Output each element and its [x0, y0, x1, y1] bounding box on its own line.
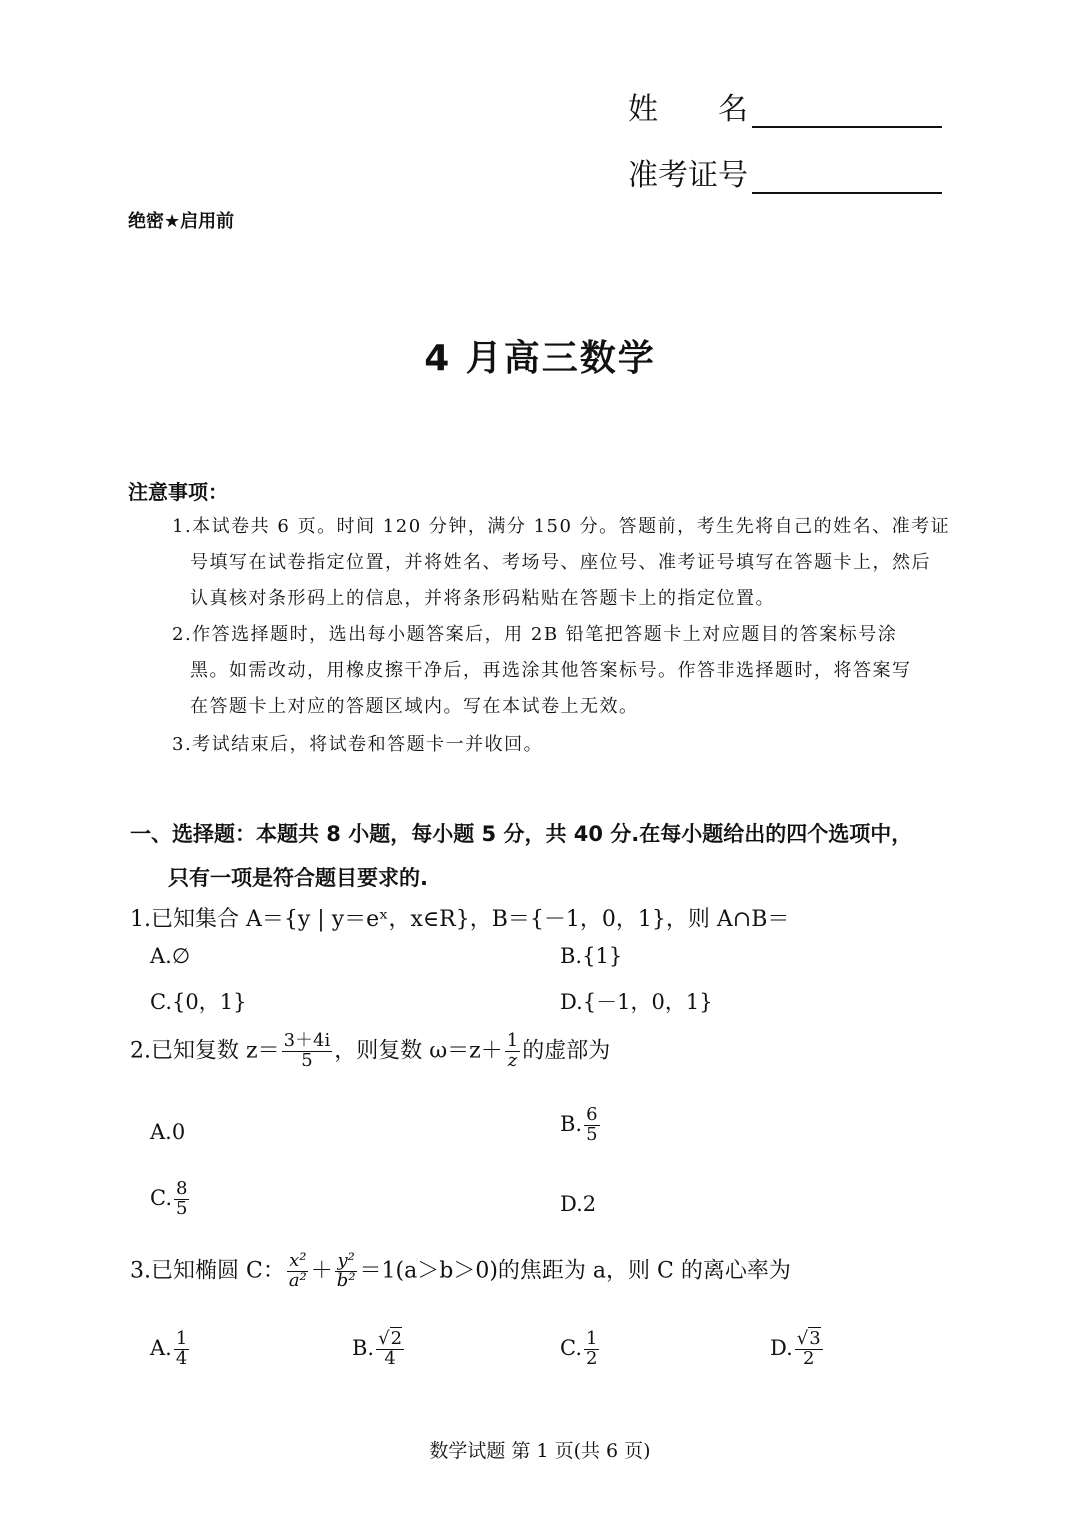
q2-b-denominator: 5: [586, 1123, 598, 1145]
notice-line: 号填写在试卷指定位置，并将姓名、考场号、座位号、准考证号填写在答题卡上，然后: [190, 552, 931, 573]
notice-line: 3.考试结束后，将试卷和答题卡一并收回。: [172, 734, 544, 755]
q2-z-denominator: 5: [301, 1049, 313, 1071]
name-field[interactable]: [628, 84, 942, 128]
q3-d-radicand: 3: [809, 1328, 821, 1349]
q3-prefix: 3.已知椭圆 C：: [130, 1258, 285, 1284]
sqrt-icon: √: [378, 1328, 390, 1349]
q3-option-a-label: A.: [150, 1335, 172, 1360]
q3-b-denominator: 4: [384, 1347, 396, 1369]
q3-x-numerator: x²: [289, 1250, 307, 1271]
q3-a-numerator: 1: [175, 1328, 188, 1349]
q3-d-numerator: [795, 1330, 823, 1350]
notice-line: 认真核对条形码上的信息，并将条形码粘贴在答题卡上的指定位置。: [190, 588, 775, 609]
q1-option-b: B.{1}: [560, 944, 623, 968]
sqrt-icon: √: [796, 1328, 809, 1349]
q3-x-fraction: [287, 1252, 309, 1291]
q3-b-radicand: 2: [390, 1328, 403, 1349]
q2-z-fraction: [282, 1032, 333, 1071]
secret-mark: 绝密★启用前: [128, 211, 235, 232]
notice-heading: 注意事项：: [128, 480, 228, 504]
q3-option-a: [150, 1330, 191, 1369]
q2-option-c: [150, 1180, 191, 1219]
q3-option-b-label: B.: [352, 1335, 375, 1360]
q3-option-b: [352, 1330, 406, 1369]
question-2-stem: [130, 1032, 610, 1071]
exam-id-blank[interactable]: [752, 162, 942, 194]
q3-c-numerator: 1: [586, 1328, 598, 1349]
q3-option-d-fraction: [795, 1330, 823, 1369]
q2-option-c-fraction: [174, 1180, 189, 1219]
question-1-stem: 1.已知集合 A＝{y | y＝eˣ，x∈R}，B＝{－1，0，1}，则 A∩B＝: [130, 907, 790, 932]
question-3-stem: [130, 1252, 791, 1291]
q3-c-denominator: 2: [586, 1347, 598, 1369]
notice-line: 2.作答选择题时，选出每小题答案后，用 2B 铅笔把答题卡上对应题目的答案标号涂: [172, 624, 898, 645]
notice-line: 黑。如需改动，用橡皮擦干净后，再选涂其他答案标号。作答非选择题时，将答案写: [190, 660, 912, 681]
exam-id-field[interactable]: [628, 150, 942, 194]
page-footer: 数学试题 第 1 页(共 6 页): [429, 1440, 651, 1462]
q2-b-numerator: 6: [586, 1104, 598, 1125]
q3-b-numerator: [376, 1330, 404, 1350]
q3-suffix: ＝1(a＞b＞0)的焦距为 a，则 C 的离心率为: [359, 1258, 791, 1284]
q3-option-b-fraction: [376, 1330, 404, 1369]
q1-option-d: D.{－1，0，1}: [560, 990, 713, 1014]
q3-d-denominator: 2: [803, 1347, 815, 1369]
name-label: 姓 名: [628, 92, 748, 127]
q3-option-c-label: C.: [560, 1335, 582, 1360]
q3-a-denominator: 4: [175, 1347, 188, 1369]
q2-option-d: D.2: [560, 1192, 597, 1216]
q1-option-a: A.∅: [150, 944, 191, 968]
notice-line: 1.本试卷共 6 页。时间 120 分钟，满分 150 分。答题前，考生先将自己的姓名、准考证: [172, 516, 951, 537]
q3-option-d-label: D.: [770, 1335, 793, 1360]
q3-option-d: [770, 1330, 825, 1369]
notice-line: 在答题卡上对应的答题区域内。写在本试卷上无效。: [190, 696, 639, 717]
q2-mid: ，则复数 ω＝z＋: [334, 1038, 503, 1064]
q2-w-numerator: 1: [506, 1030, 519, 1051]
q2-option-b-label: B.: [560, 1111, 583, 1136]
q2-w-fraction: [505, 1032, 520, 1071]
q3-y-denominator: b²: [336, 1269, 356, 1291]
q1-option-c: C.{0，1}: [150, 990, 247, 1014]
q2-option-c-label: C.: [150, 1185, 172, 1210]
name-blank[interactable]: [752, 96, 942, 128]
q2-suffix: 的虚部为: [522, 1038, 611, 1064]
q3-y-fraction: [335, 1252, 358, 1291]
q2-option-a: A.0: [150, 1120, 186, 1144]
q2-w-denominator: z: [507, 1049, 518, 1071]
q2-z-numerator: 3＋4i: [283, 1030, 331, 1051]
page-title: 4 月高三数学: [424, 338, 656, 379]
q2-option-b-fraction: [584, 1106, 599, 1145]
q2-c-denominator: 5: [176, 1197, 188, 1219]
q3-option-c-fraction: [584, 1330, 599, 1369]
section-subheading: 只有一项是符合题目要求的.: [168, 866, 428, 890]
q3-plus: ＋: [310, 1258, 333, 1284]
q2-c-numerator: 8: [176, 1178, 188, 1199]
q3-option-a-fraction: [174, 1330, 189, 1369]
section-heading: 一、选择题：本题共 8 小题，每小题 5 分，共 40 分.在每小题给出的四个选项中，: [130, 822, 913, 846]
q3-option-c: [560, 1330, 601, 1369]
q3-y-numerator: y²: [337, 1250, 355, 1271]
q2-prefix: 2.已知复数 z＝: [130, 1038, 280, 1064]
exam-id-label: 准考证号: [628, 158, 748, 193]
q3-x-denominator: a²: [288, 1269, 307, 1291]
q2-option-b: [560, 1106, 602, 1145]
